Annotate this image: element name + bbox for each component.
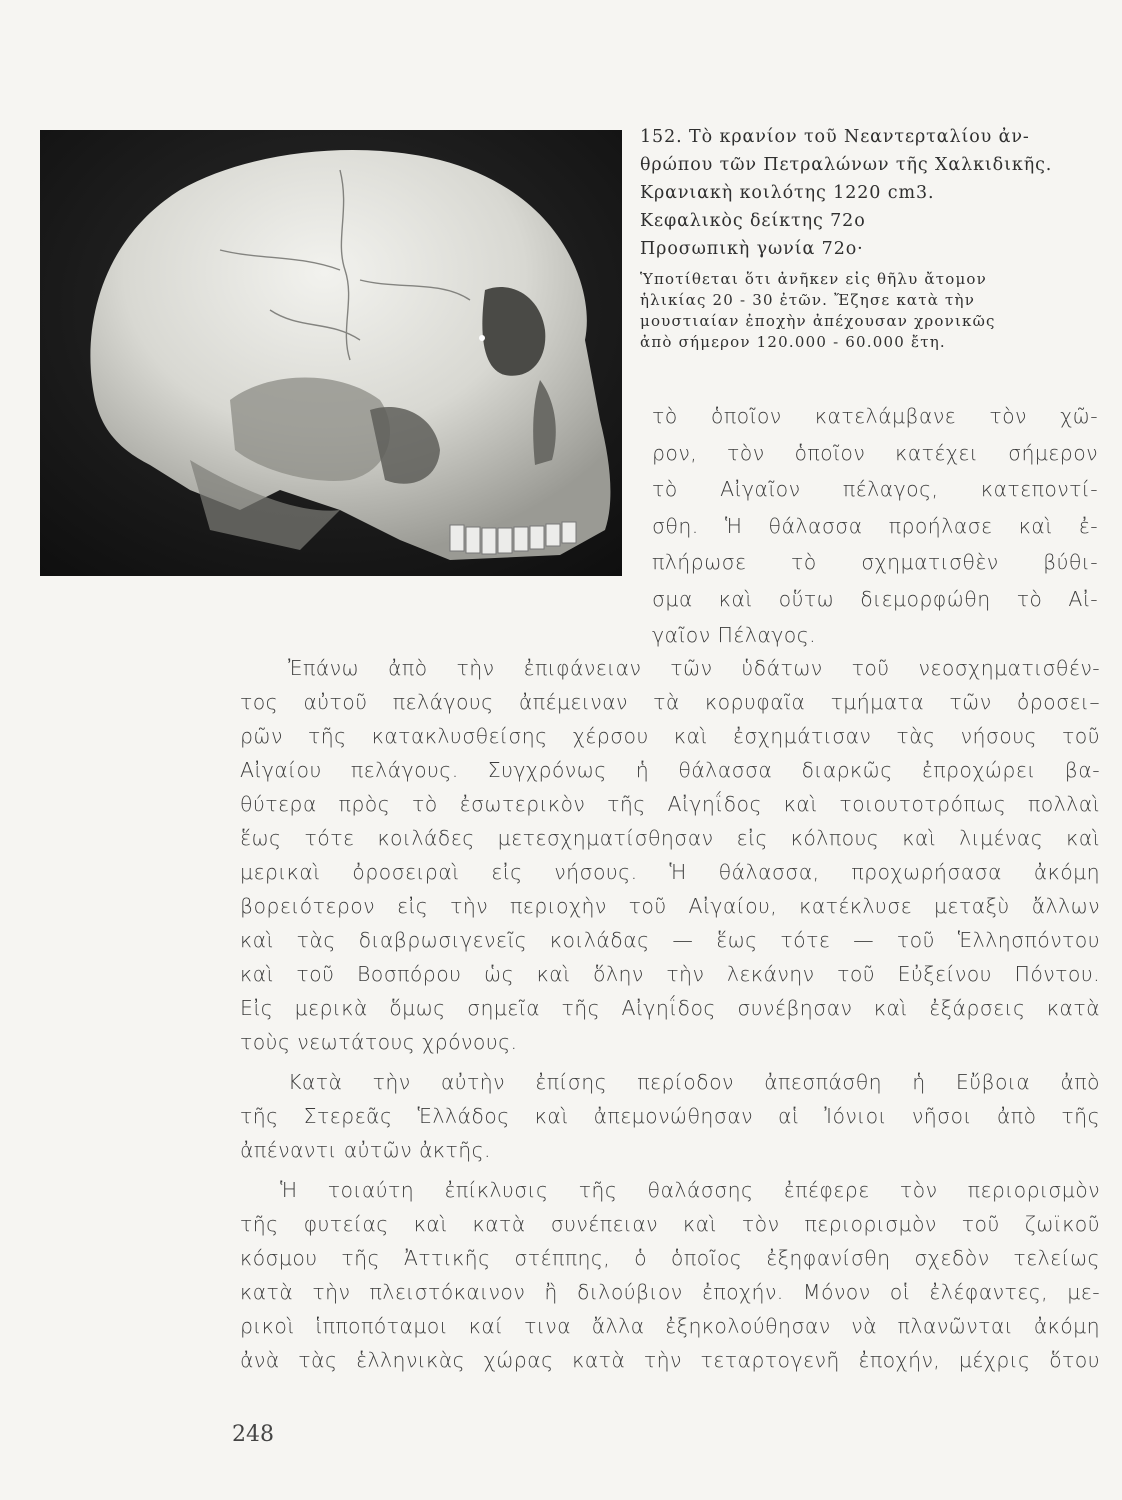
caption-line: Προσωπικὴ γωνία 72ο·: [640, 239, 864, 259]
text-line: τος αὐτοῦ πελάγους ἀπέμειναν τὰ κορυφαῖα τμήματα τῶν ὀροσει–: [240, 690, 1100, 714]
caption-note-line: μουστιαίαν ἐποχὴν ἀπέχουσαν χρονικῶς: [640, 312, 996, 330]
page-number: 248: [232, 1422, 274, 1447]
text-line: ρῶν τῆς κατακλυσθείσης χέρσου καὶ ἐσχημάτισαν τὰς νήσους τοῦ: [240, 724, 1100, 748]
caption-note-line: ἡλικίας 20 - 30 ἐτῶν. Ἔζησε κατὰ τὴν: [640, 291, 976, 309]
caption-note-line: ἀπὸ σήμερον 120.000 - 60.000 ἔτη.: [640, 333, 946, 351]
text-line: μερικαὶ ὀροσειραὶ εἰς νήσους. Ἡ θάλασσα, προχωρήσασα ἀκόμη: [240, 860, 1100, 884]
text-line: κόσμου τῆς Ἀττικῆς στέππης, ὁ ὁποῖος ἐξηφανίσθη σχεδὸν τελείως: [240, 1246, 1100, 1270]
text-line: Αἰγαίου πελάγους. Συγχρόνως ἡ θάλασσα διαρκῶς ἐπροχώρει βα-: [240, 758, 1100, 782]
text-line: τὸ Αἰγαῖον πέλαγος, κατεποντί-: [652, 477, 1098, 501]
text-line: καὶ τοῦ Βοσπόρου ὡς καὶ ὅλην τὴν λεκάνην τοῦ Εὐξείνου Πόντου.: [240, 962, 1100, 986]
text-line: τῆς φυτείας καὶ κατὰ συνέπειαν καὶ τὸν περιορισμὸν τοῦ ζωϊκοῦ: [240, 1212, 1100, 1236]
text-line: κατὰ τὴν πλειστόκαινον ἢ διλούβιον ἐποχήν. Μόνον οἱ ἐλέφαντες, με-: [240, 1280, 1100, 1304]
figure-caption: [640, 123, 1102, 353]
text-line: τοὺς νεωτάτους χρόνους.: [240, 1030, 518, 1054]
caption-line: 152. Τὸ κρανίον τοῦ Νεαντερταλίου ἀν-: [640, 127, 1030, 147]
paragraph: [240, 651, 1100, 1059]
text-line: καὶ τὰς διαβρωσιγενεῖς κοιλάδας — ἕως τότε — τοῦ Ἑλλησπόντου: [240, 928, 1100, 952]
text-line: σμα καὶ οὕτω διεμορφώθη τὸ Αἰ-: [652, 586, 1098, 611]
text-line: θύτερα πρὸς τὸ ἐσωτερικὸν τῆς Αἰγηΐδος καὶ τοιουτοτρόπως πολλαὶ: [240, 792, 1100, 816]
side-column-text: [652, 398, 1098, 654]
text-line: Κατὰ τὴν αὐτὴν ἐπίσης περίοδον ἀπεσπάσθη ἡ Εὔβοια ἀπὸ: [288, 1070, 1100, 1094]
text-line: σθη. Ἡ θάλασσα προήλασε καὶ ἐ-: [652, 513, 1098, 538]
text-line: ρικοὶ ἱπποπόταμοι καί τινα ἄλλα ἐξηκολούθησαν νὰ πλανῶνται ἀκόμη: [240, 1314, 1100, 1338]
text-line: γαῖον Πέλαγος.: [652, 623, 817, 647]
main-body-text: [240, 651, 1100, 1377]
text-line: Ἐπάνω ἀπὸ τὴν ἐπιφάνειαν τῶν ὑδάτων τοῦ νεοσχηματισθέν-: [288, 656, 1100, 680]
text-line: ἀπέναντι αὐτῶν ἀκτῆς.: [240, 1138, 491, 1162]
text-line: ρον, τὸν ὁποῖον κατέχει σήμερον: [652, 440, 1098, 465]
text-line: Ἡ τοιαύτη ἐπίκλυσις τῆς θαλάσσης ἐπέφερε τὸν περιορισμὸν: [280, 1178, 1100, 1202]
text-line: Εἰς μερικὰ ὅμως σημεῖα τῆς Αἰγηΐδος συνέβησαν καὶ ἐξάρσεις κατὰ: [240, 996, 1100, 1020]
skull-image: [40, 130, 622, 576]
caption-line: Κρανιακὴ κοιλότης 1220 cm3.: [640, 183, 935, 203]
caption-line: Κεφαλικὸς δείκτης 72ο: [640, 211, 866, 231]
paragraph: [240, 1065, 1100, 1167]
skull-photograph: [40, 130, 622, 576]
caption-line: θρώπου τῶν Πετραλώνων τῆς Χαλκιδικῆς.: [640, 155, 1053, 175]
paragraph: [240, 1173, 1100, 1377]
text-line: πλήρωσε τὸ σχηματισθὲν βύθι-: [652, 550, 1098, 574]
text-line: τὸ ὁποῖον κατελάμβανε τὸν χῶ-: [652, 404, 1098, 428]
text-line: τῆς Στερεᾶς Ἑλλάδος καὶ ἀπεμονώθησαν αἱ Ἰόνιοι νῆσοι ἀπὸ τῆς: [240, 1104, 1100, 1128]
text-line: ἀνὰ τὰς ἑλληνικὰς χώρας κατὰ τὴν τεταρτογενῆ ἐποχήν, μέχρις ὅτου: [240, 1348, 1100, 1372]
text-line: βορειότερον εἰς τὴν περιοχὴν τοῦ Αἰγαίου, κατέκλυσε μεταξὺ ἄλλων: [240, 894, 1100, 918]
caption-note-line: Ὑποτίθεται ὅτι ἀνῆκεν εἰς θῆλυ ἄτομον: [640, 270, 987, 288]
text-line: ἕως τότε κοιλάδες μετεσχηματίσθησαν εἰς κόλπους καὶ λιμένας καὶ: [240, 826, 1100, 850]
